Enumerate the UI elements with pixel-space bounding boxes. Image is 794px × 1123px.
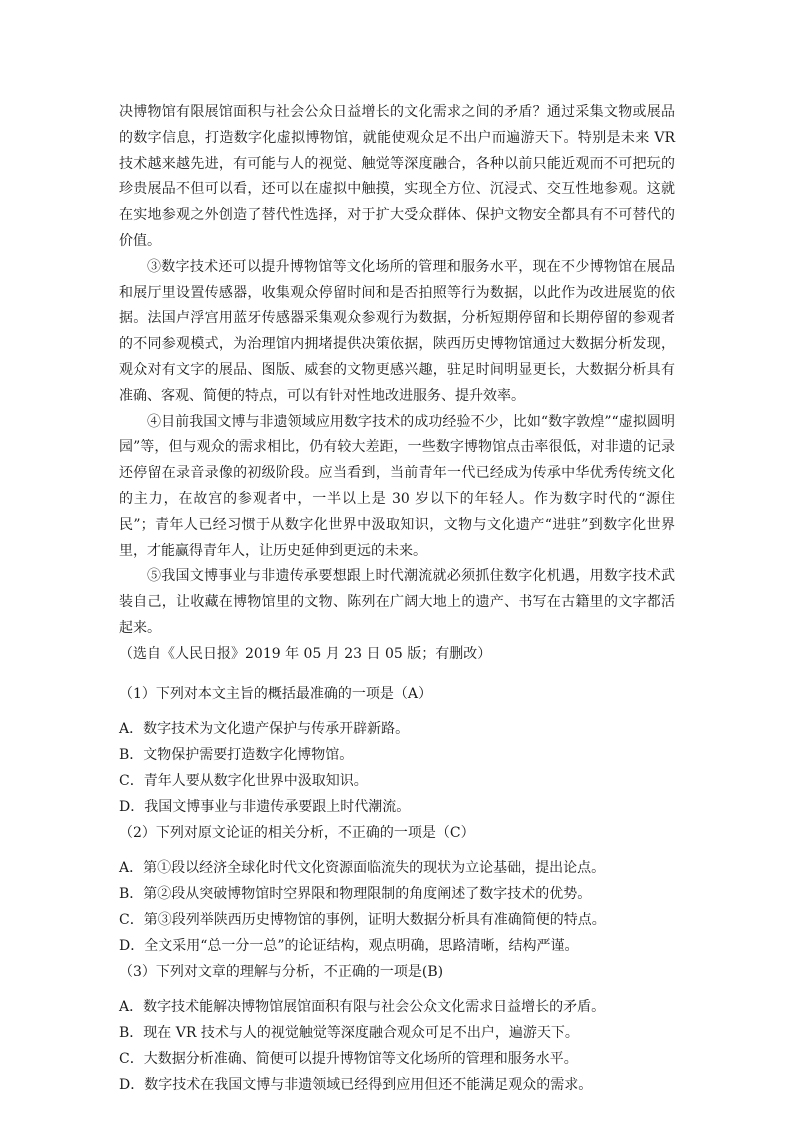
question-3-option-c: C．大数据分析准确、简便可以提升博物馆等文化场所的管理和服务水平。: [119, 1050, 578, 1067]
passage-paragraph-3: ③数字技术还可以提升博物馆等文化场所的管理和服务水平，现在不少博物馆在展品和展厅里设置传感器，收集观众停留时间和是否拍照等行为数据，以此作为改进展览的依据。法国卢浮宫用蓝牙传感器采集观众参观行为数据，分析短期停留和长期停留的参观者的不同参观模式，为治理馆内拥堵提供决策依据，陕西历史博物馆通过大数据分析发现，观众对有文字的展品、图版、威套的文物更感兴趣，驻足时间明显更长，大数据分析具有准确、客观、简便的特点，可以有针对性地改进服务、提升效率。: [119, 258, 675, 404]
question-2-title: （2）下列对原文论证的相关分析，不正确的一项是（C）: [119, 824, 475, 841]
question-3-option-a: A．数字技术能解决博物馆展馆面积有限与社会公众文化需求日益增长的矛盾。: [119, 999, 606, 1016]
document-body: [119, 100, 675, 1098]
question-3-option-b: B．现在 VR 技术与人的视觉触觉等深度融合观众可足不出户，遍游天下。: [119, 1025, 579, 1042]
question-1-option-c: C．青年人要从数字化世界中汲取知识。: [119, 772, 368, 789]
question-2-option-a: A．第①段以经济全球化时代文化资源面临流失的现状为立论基础，提出论点。: [119, 860, 606, 877]
question-3-title: （3）下列对文章的理解与分析，不正确的一项是(B): [119, 963, 444, 980]
passage-paragraph-1: 决博物馆有限展馆面积与社会公众日益增长的文化需求之间的矛盾？通过采集文物或展品的数字信息，打造数字化虚拟博物馆，就能使观众足不出户而遍游天下。特别是未来 VR 技术越来越先进，有可能与人的视觉、触觉等深度融合，各种以前只能近观而不可把玩的珍贵展品不但可以看，还可以在虚拟中触摸，实现全方位、沉浸式、交互性地参观。这就在实地参观之外创造了替代性选择，对于扩大受众群体、保护文物安全都具有不可替代的价值。: [119, 104, 675, 249]
question-1-title: （1）下列对本文主旨的概括最准确的一项是（A）: [119, 685, 433, 702]
question-2-option-b: B．第②段从突破博物馆时空界限和物理限制的角度阐述了数字技术的优势。: [119, 886, 592, 903]
passage-paragraph-4: ④目前我国文博与非遗领域应用数字技术的成功经验不少，比如“数字敦煌”“虚拟圆明园”等，但与观众的需求相比，仍有较大差距，一些数字博物馆点击率很低，对非遗的记录还停留在录音录像的初级阶段。应当看到，当前青年一代已经成为传承中华优秀传统文化的主力，在故宫的参观者中，一半以上是 30 岁以下的年轻人。作为数字时代的“源住民”；青年人已经习惯于从数字化世界中汲取知识，文物与文化遗产“进驻”到数字化世界里，才能赢得青年人，让历史延伸到更远的未来。: [119, 413, 675, 559]
source-note: （选自《人民日报》2019 年 05 月 23 日 05 版；有删改）: [119, 645, 492, 662]
question-1-option-a: A．数字技术为文化遗产保护与传承开辟新路。: [119, 721, 410, 738]
question-1-option-d: D．我国文博事业与非遗传承要跟上时代潮流。: [119, 798, 411, 815]
question-3-option-d: D．数字技术在我国文博与非遗领域已经得到应用但还不能满足观众的需求。: [119, 1076, 593, 1093]
question-2-option-d: D．全文采用“总一分一总”的论证结构，观点明确，思路清晰，结构严谨。: [119, 937, 579, 954]
passage-paragraph-5: ⑤我国文博事业与非遗传承要想跟上时代潮流就必须抓住数字化机遇，用数字技术武装自己，让收藏在博物馆里的文物、陈列在广阔大地上的遗产、书写在古籍里的文字都活起来。: [119, 568, 675, 636]
question-1-option-b: B．文物保护需要打造数字化博物馆。: [119, 747, 354, 764]
question-2-option-c: C．第③段列举陕西历史博物馆的事例，证明大数据分析具有准确简便的特点。: [119, 911, 606, 928]
